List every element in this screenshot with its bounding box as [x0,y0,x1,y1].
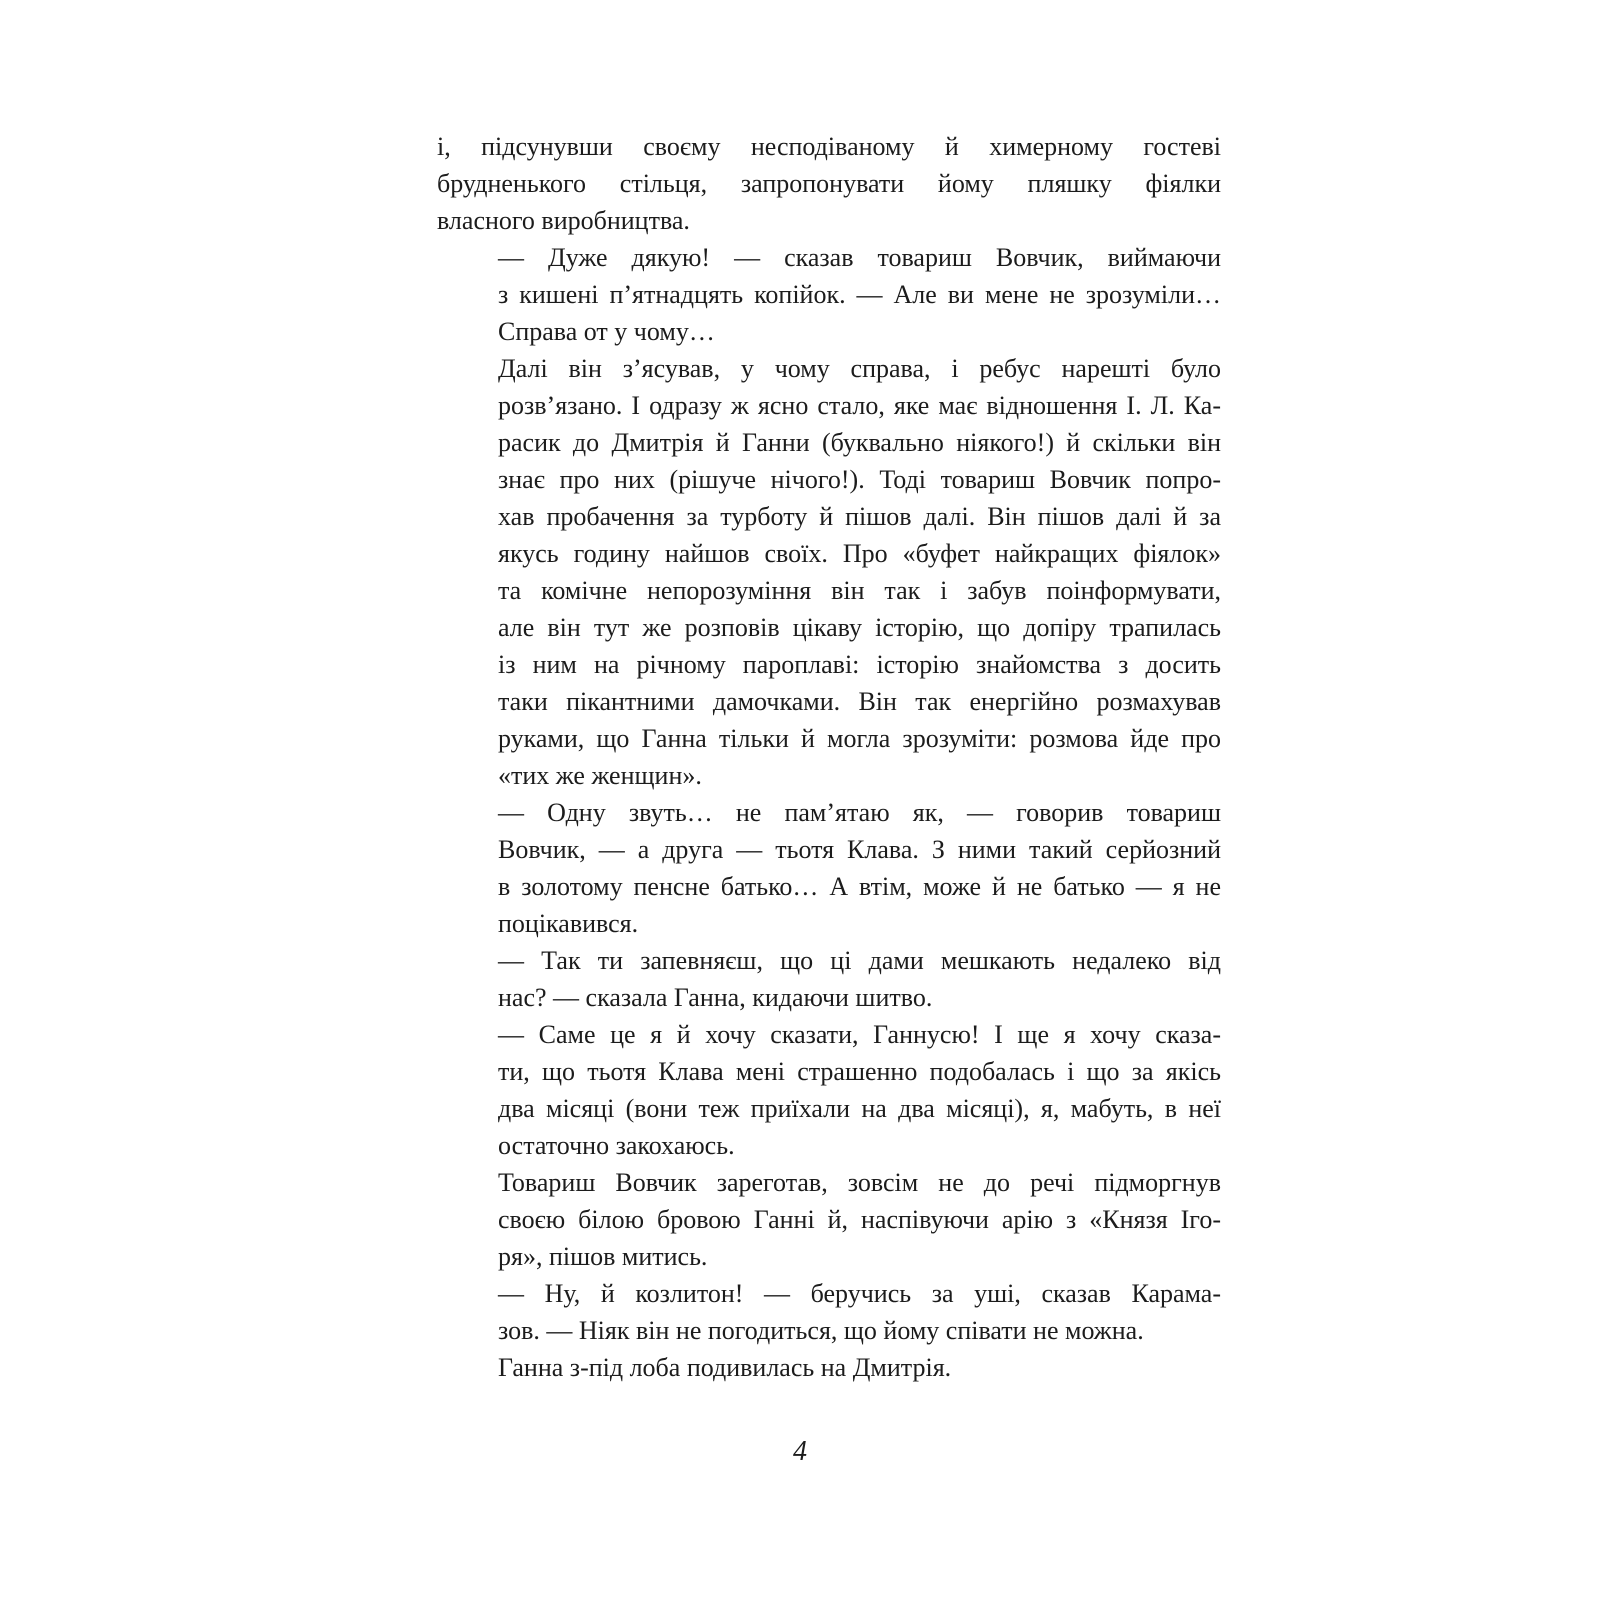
text-line: нас? — сказала Ганна, кидаючи шитво. [498,983,933,1012]
text-line: остаточно закохаюсь. [498,1131,735,1160]
text-line: расик до Дмитрія й Ганни (буквально ніякого!) й скільки він [498,428,1221,457]
text-line: зов. — Ніяк він не погодиться, що йому співати не можна. [498,1316,1144,1345]
text-line: якусь годину найшов своїх. Про «буфет найкращих фіялок» [498,539,1221,568]
text-line: — Дуже дякую! — сказав товариш Вовчик, виймаючи [498,243,1221,272]
paragraph [437,942,1221,1016]
text-line: знає про них (рішуче нічого!). Тоді товариш Вовчик попро- [498,465,1221,494]
text-line: Товариш Вовчик зареготав, зовсім не до речі підморгнув [498,1168,1221,1197]
text-line: розв’язано. І одразу ж ясно стало, яке має відношення І. Л. Ка- [498,391,1221,420]
text-line: ти, що тьотя Клава мені страшенно подобалась і що за якісь [498,1057,1221,1086]
text-line: Справа от у чому… [498,317,715,346]
text-line: руками, що Ганна тільки й могла зрозуміти: розмова йде про [498,724,1221,753]
text-line: — Одну звуть… не пам’ятаю як, — говорив товариш [498,798,1221,827]
text-line: із ним на річному пароплаві: історію знайомства з досить [498,650,1221,679]
text-line: Вовчик, — а друга — тьотя Клава. З ними такий серйозний [498,835,1221,864]
text-line: з кишені п’ятнадцять копійок. — Але ви мене не зрозуміли… [498,280,1221,309]
paragraph [437,1349,1221,1386]
paragraph [437,1016,1221,1164]
text-line: — Так ти запевняєш, що ці дами мешкають недалеко від [498,946,1221,975]
body-text [437,128,1221,1386]
paragraph [437,1275,1221,1349]
text-line: — Саме це я й хочу сказати, Ганнусю! І ще я хочу сказа- [498,1020,1221,1049]
text-line: — Ну, й козлитон! — беручись за уші, сказав Карама- [498,1279,1221,1308]
text-line: поцікавився. [498,909,639,938]
text-line: хав пробачення за турботу й пішов далі. Він пішов далі й за [498,502,1221,531]
paragraph [437,350,1221,794]
text-line: Ганна з-під лоба подивилась на Дмитрія. [498,1353,952,1382]
paragraph [437,128,1221,239]
text-line: брудненького стільця, запропонувати йому пляшку фіялки [437,169,1221,198]
text-line: таки пікантними дамочками. Він так енергійно розмахував [498,687,1221,716]
text-line: ря», пішов митись. [498,1242,708,1271]
text-line: але він тут же розповів цікаву історію, що допіру трапилась [498,613,1221,642]
text-line: Далі він з’ясував, у чому справа, і ребус нарешті було [498,354,1221,383]
text-line: «тих же женщин». [498,761,702,790]
text-line: власного виробництва. [437,206,690,235]
text-line: своєю білою бровою Ганні й, наспівуючи арію з «Князя Іго- [498,1205,1221,1234]
page-number: 4 [793,1436,807,1467]
paragraph [437,1164,1221,1275]
paragraph [437,239,1221,350]
text-line: та комічне непорозуміння він так і забув поінформувати, [498,576,1221,605]
text-line: і, підсунувши своєму несподіваному й химерному гостеві [437,132,1221,161]
paragraph [437,794,1221,942]
text-line: в золотому пенсне батько… А втім, може й не батько — я не [498,872,1221,901]
text-line: два місяці (вони теж приїхали на два місяці), я, мабуть, в неї [498,1094,1221,1123]
